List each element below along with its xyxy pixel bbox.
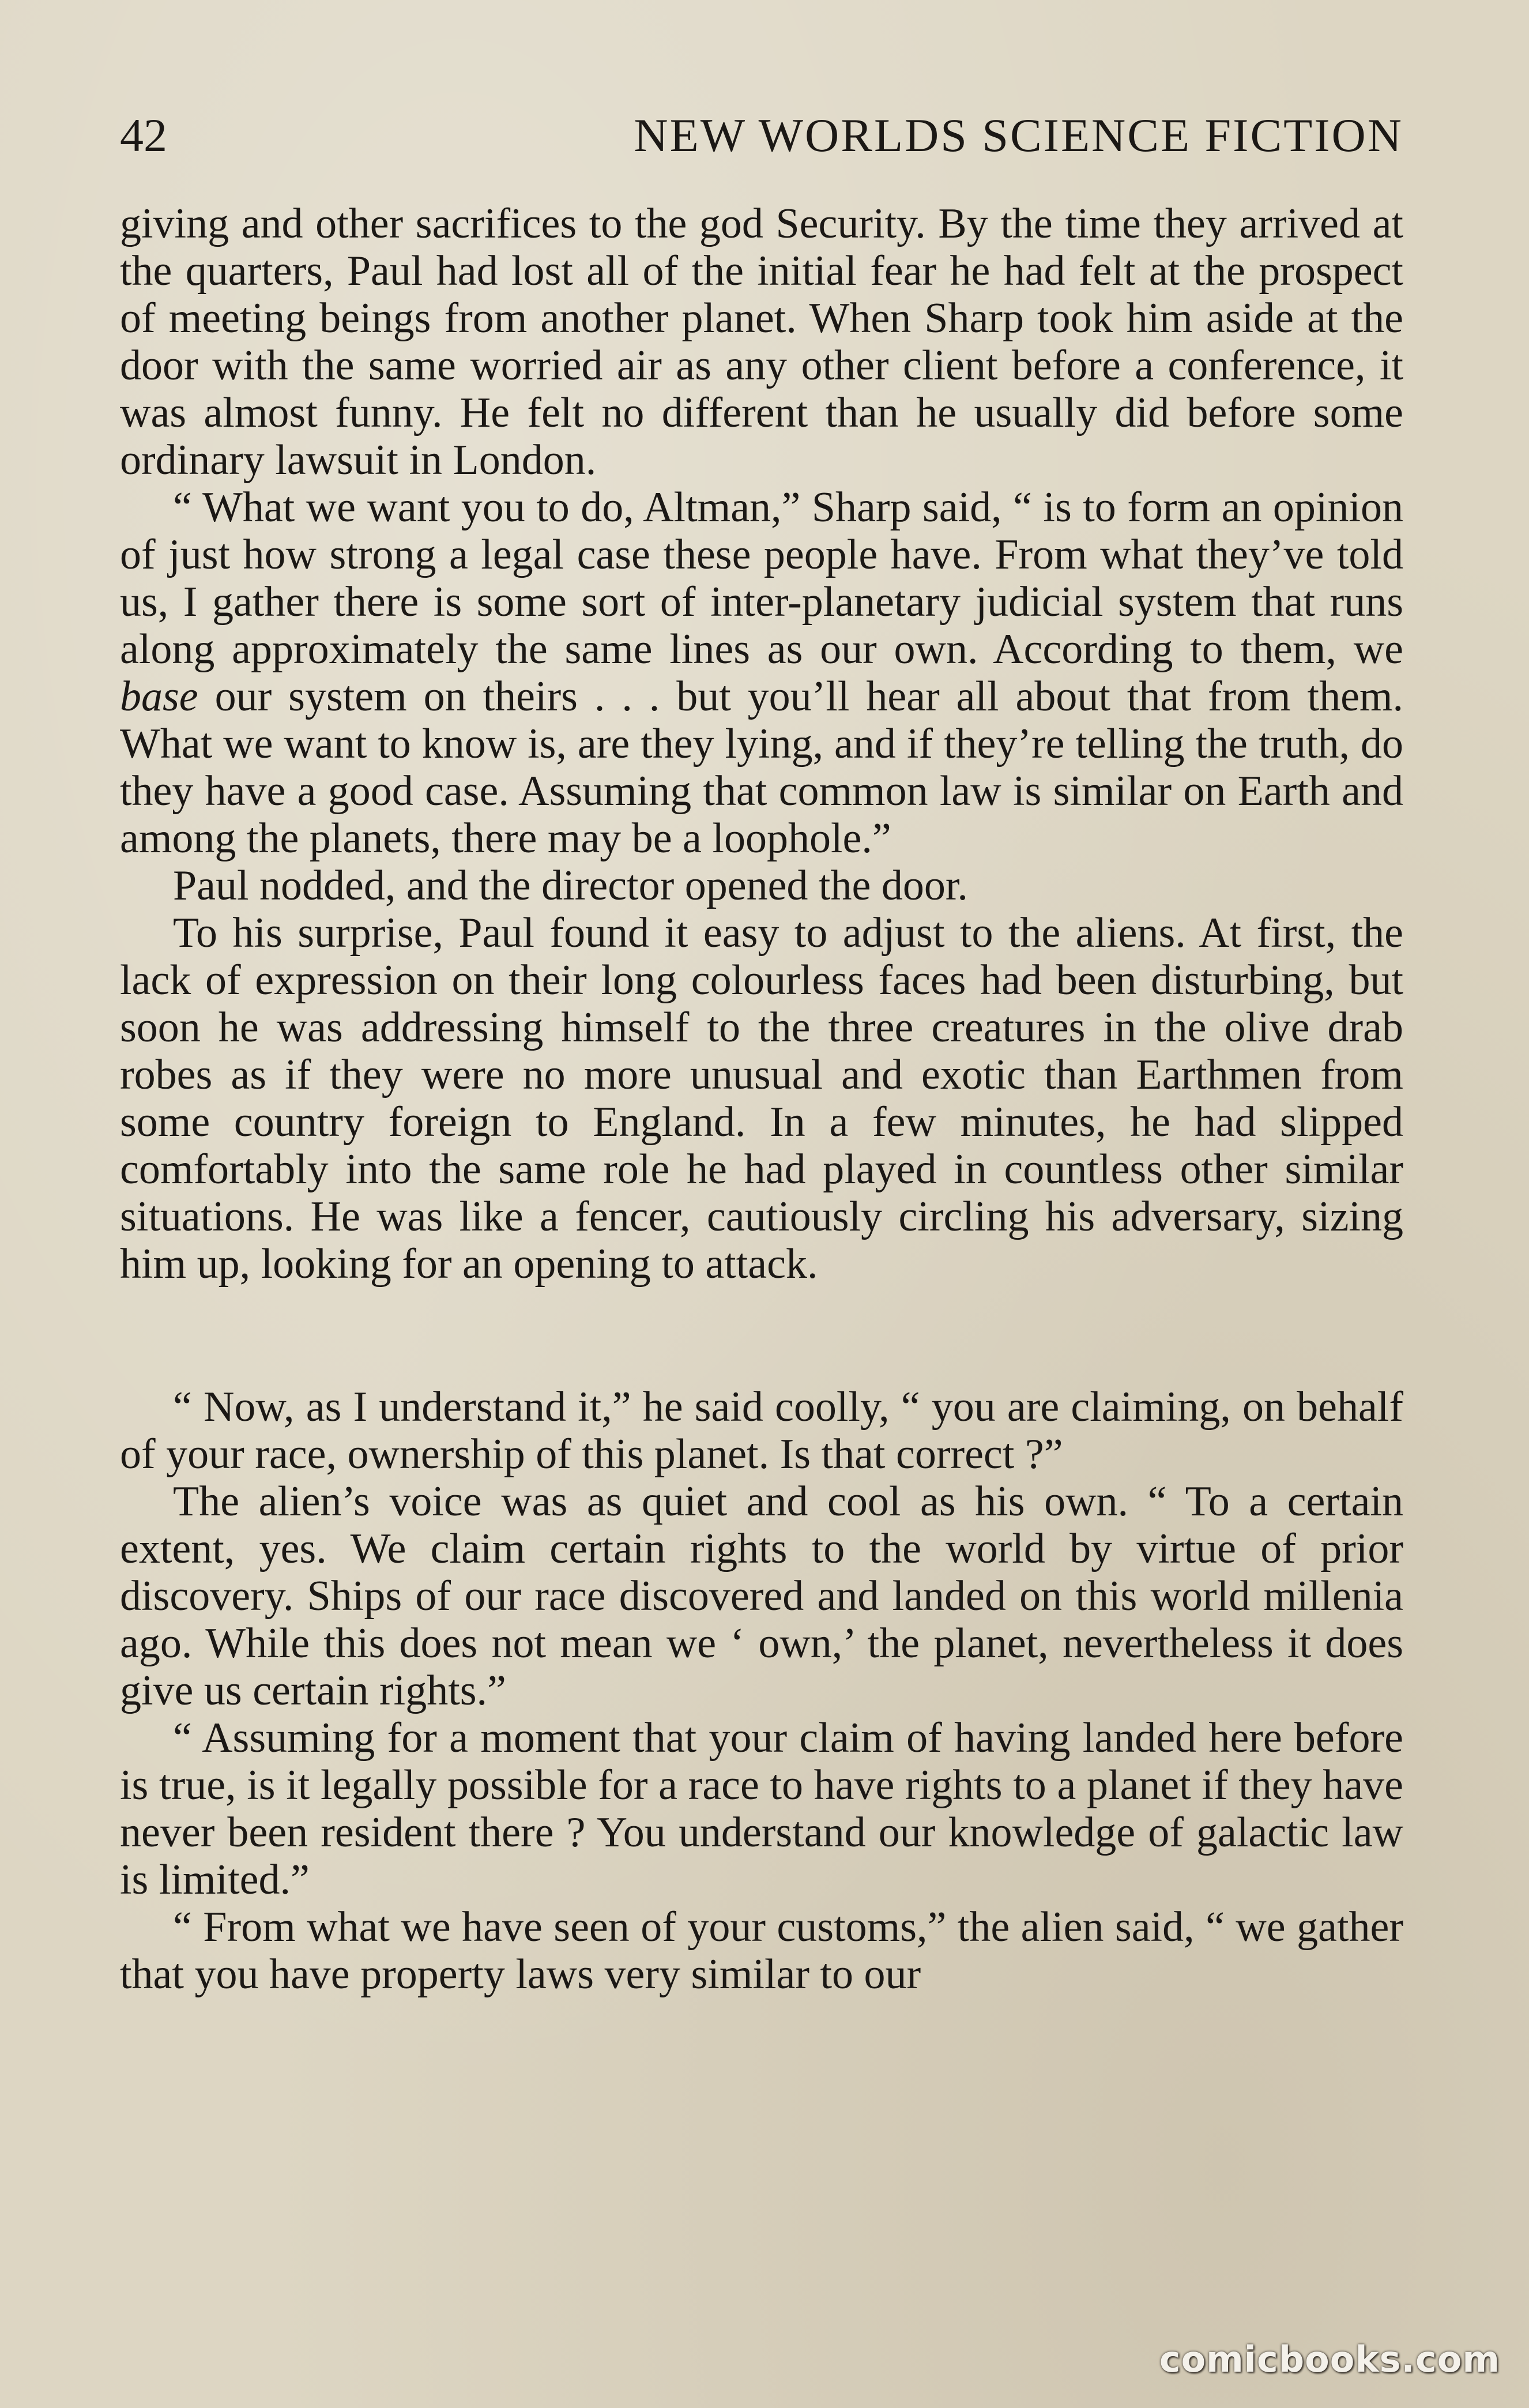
body-text	[120, 200, 1403, 1998]
running-header	[120, 107, 1403, 164]
paragraph: To his surprise, Paul found it easy to adjust to the aliens. At first, the lack of expression on their long colourless faces had been disturbing, but soon he was addressing himself to the three creatures in the olive drab robes as if they were no more unusual and exotic than Earthmen from some country foreign to England. In a few minutes, he had slipped comfortably into the same role he had played in countless other similar situations. He was like a fencer, cautiously circling his adversary, sizing him up, looking for an opening to attack.	[120, 909, 1403, 1288]
paragraph: “ From what we have seen of your customs,” the alien said, “ we gather that you have property laws very similar to our	[120, 1903, 1403, 1998]
paragraph: “ Now, as I understand it,” he said coolly, “ you are claiming, on behalf of your race, ownership of this planet. Is that correct ?”	[120, 1383, 1403, 1478]
section-break	[120, 1288, 1403, 1383]
page-content	[120, 107, 1403, 1998]
text-run: our system on theirs . . . but you’ll hear all about that from them. What we want to know is, are they lying, and if they’re telling the truth, do they have a good case. Assuming that common law is similar on Earth and among the planets, there may be a loophole.”	[120, 673, 1403, 862]
text-run: “ What we want you to do, Altman,” Sharp said, “ is to form an opinion of just how strong a legal case these people have. From what they’ve told us, I gather there is some sort of inter-planetary judicial system that runs along approximately the same lines as our own. According to them, we	[120, 484, 1403, 673]
italic-emphasis: base	[120, 673, 198, 720]
watermark: comicbooks.com	[1159, 2338, 1500, 2380]
paragraph: “ Assuming for a moment that your claim of having landed here before is true, is it legally possible for a race to have rights to a planet if they have never been resident there ? You understand our knowledge of galactic law is limited.”	[120, 1714, 1403, 1903]
page-number: 42	[120, 109, 167, 161]
running-title: NEW WORLDS SCIENCE FICTION	[634, 109, 1403, 161]
paragraph: giving and other sacrifices to the god Security. By the time they arrived at the quarters, Paul had lost all of the initial fear he had felt at the prospect of meeting beings from another planet. When Sharp took him aside at the door with the same worried air as any other client before a conference, it was almost funny. He felt no different than he usually did before some ordinary lawsuit in London.	[120, 200, 1403, 484]
paragraph: Paul nodded, and the director opened the door.	[173, 862, 968, 909]
paragraph: The alien’s voice was as quiet and cool as his own. “ To a certain extent, yes. We claim certain rights to the world by virtue of prior discovery. Ships of our race discovered and landed on this world millenia ago. While this does not mean we ‘ own,’ the planet, nevertheless it does give us certain rights.”	[120, 1478, 1403, 1714]
paragraph-sharp-speech	[120, 484, 1403, 862]
